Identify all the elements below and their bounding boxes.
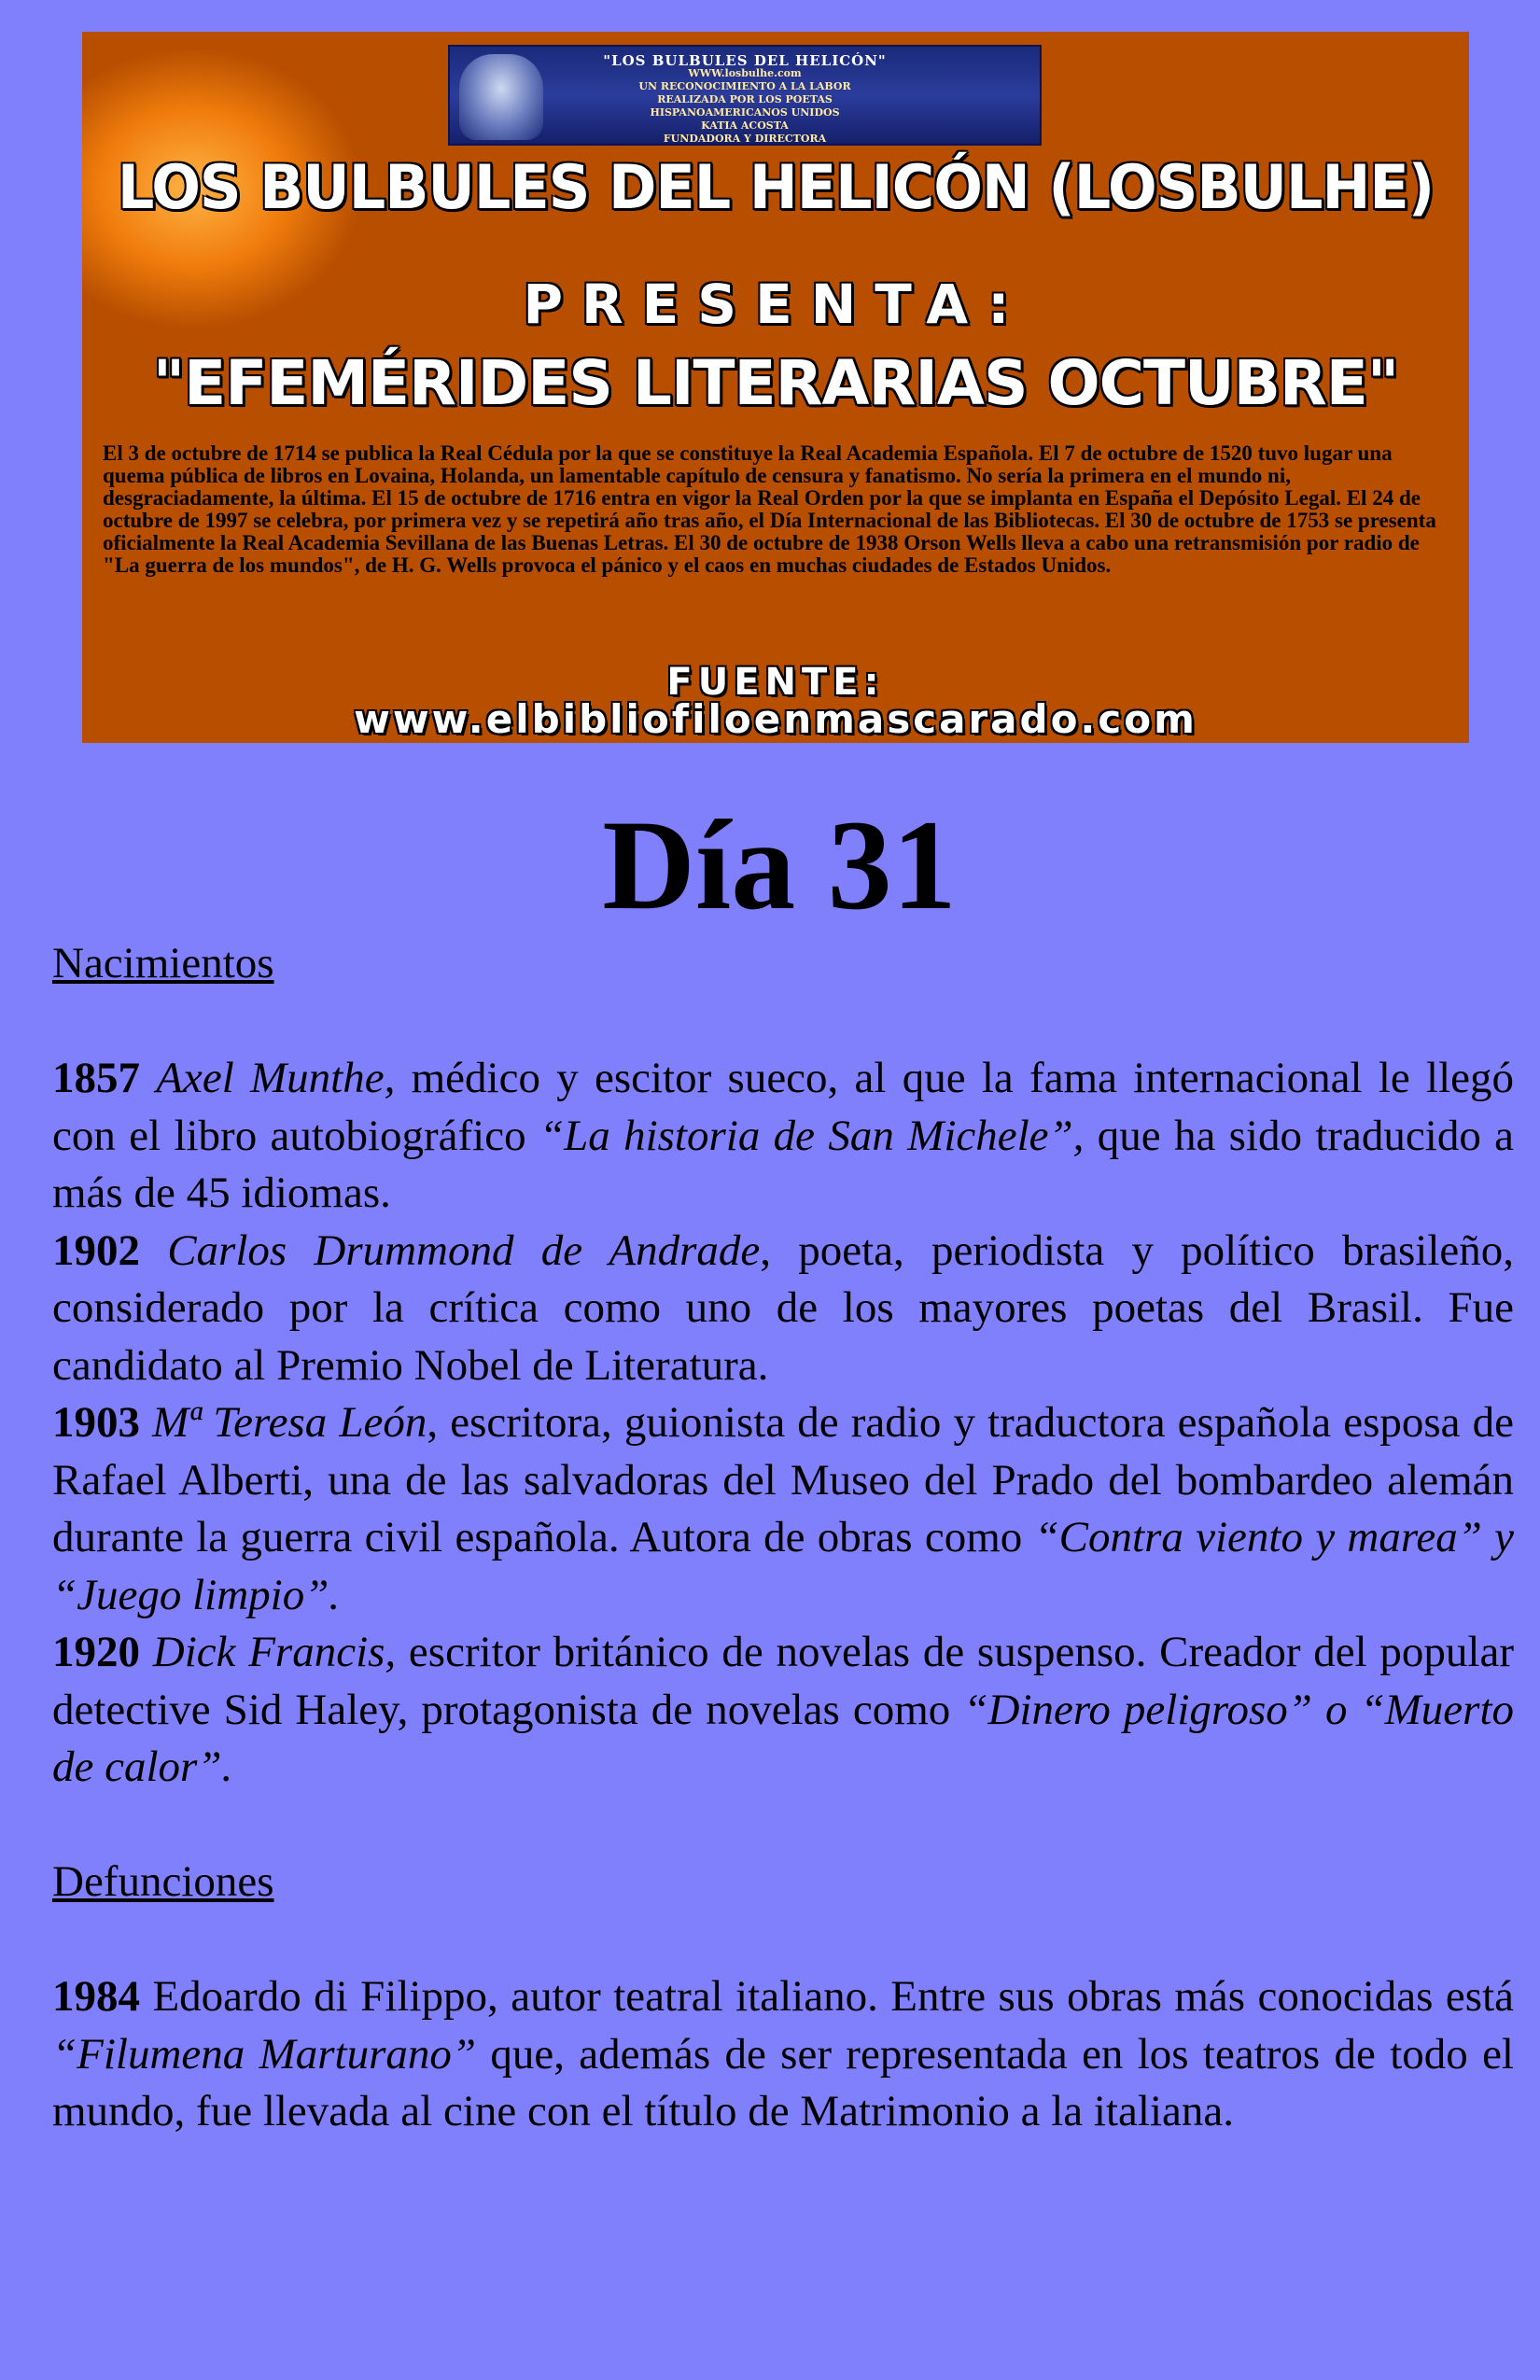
entry-year: 1903 — [52, 1398, 140, 1447]
entry-person: Dick Francis, — [152, 1628, 397, 1676]
badge-title: "LOS BULBULES DEL HELICÓN" — [603, 52, 887, 69]
banner-efemerides-text: El 3 de octubre de 1714 se publica la Real Cédula por la que se constituye la Real Academia Española. El 7 de octubre de 1520 tuvo lugar una quema pública de libros en Lovaina, Holanda, un lamentable capítulo de censura y fanatismo. No sería la primera en el mundo ni, desgraciadamente, la última. El 15 de octubre de 1716 entra en vigor la Real Orden por la que se implanta en España el Depósito Legal. El 24 de octubre de 1997 se celebra, por primera vez y se repetirá año tras año, el Día Internacional de las Bibliotecas. El 30 de octubre de 1753 se presenta oficialmente la Real Academia Sevillana de las Buenas Letras. El 30 de octubre de 1938 Orson Wells lleva a cabo una retransmisión por radio de "La guerra de los mundos", de H. G. Wells provoca el pánico y el caos en muchas ciudades de Estados Unidos. — [103, 441, 1436, 577]
entry-year: 1902 — [52, 1225, 140, 1275]
banner-subtitle: "EFEMÉRIDES LITERARIAS OCTUBRE" — [152, 347, 1399, 419]
entry-person: Axel Munthe, — [156, 1054, 396, 1102]
badge-text-2: REALIZADA POR LOS POETAS — [657, 93, 833, 105]
badge-text-5: FUNDADORA Y DIRECTORA — [663, 133, 827, 145]
entry-person: Carlos Drummond de Andrade — [167, 1225, 761, 1275]
section-heading-nacimientos: Nacimientos — [52, 939, 274, 987]
entry-work: “Filumena Marturano” — [52, 2029, 477, 2079]
header-banner — [82, 32, 1469, 743]
entry-1902 — [52, 1223, 1514, 1395]
page-title: Día 31 — [602, 793, 957, 936]
section-heading-defunciones: Defunciones — [52, 1857, 274, 1906]
entry-year: 1984 — [52, 1972, 140, 2021]
entry-text: escritor británico de novelas de suspenso. Creador del popular detective Sid Haley, protagonista de novelas como — [52, 1628, 1515, 1734]
banner-title: LOS BULBULES DEL HELICÓN (LOSBULHE) — [117, 151, 1435, 223]
banner-presenta: PRESENTA: — [523, 273, 1029, 336]
entry-year: 1857 — [52, 1054, 140, 1102]
banner-fuente-label: FUENTE: — [666, 661, 885, 704]
entry-1920 — [52, 1624, 1514, 1797]
entry-person: Mª Teresa León — [152, 1398, 427, 1447]
entry-text: , escritora, guionista de radio y traductora española esposa de Rafael Alberti, una de las salvadoras del Museo del Prado del bombardeo alemán durante la guerra civil española. Autora de obras como — [52, 1398, 1515, 1561]
badge-text-4: KATIA ACOSTA — [701, 119, 789, 132]
badge-text-1: UN RECONOCIMIENTO A LA LABOR — [638, 80, 851, 92]
entry-text: , poeta, periodista y político brasileño, considerado por la crítica como uno de los mayores poetas del Brasil. Fue candidato al Premio Nobel de Literatura. — [52, 1225, 1515, 1390]
banner-source-url: www.elbibliofiloenmascarado.com — [354, 696, 1197, 742]
entry-text: que, además de ser representada en los teatros de todo el mundo, fue llevada al cine con el título de Matrimonio a la italiana. — [52, 2029, 1514, 2135]
entry-work: “Contra viento y marea” y “Juego limpio”. — [52, 1513, 1514, 1619]
badge-text-3: HISPANOAMERICANOS UNIDOS — [650, 106, 840, 119]
entry-year: 1920 — [52, 1628, 140, 1676]
entry-text: que ha sido traducido a más de 45 idiomas. — [52, 1111, 1515, 1217]
badge-url: WWW.losbulhe.com — [688, 67, 802, 79]
entry-1857 — [52, 1050, 1514, 1223]
entry-work: “La historia de San Michele”, — [539, 1111, 1085, 1160]
losbulhe-badge — [448, 45, 1042, 146]
entry-1984 — [52, 1968, 1514, 2141]
main-content — [52, 935, 1514, 2141]
entry-work: “Dinero peligroso” o “Muerto de calor”. — [52, 1685, 1514, 1791]
angel-statue-icon — [459, 54, 543, 140]
entry-text: Edoardo di Filippo, autor teatral italiano. Entre sus obras más conocidas está — [140, 1972, 1514, 2021]
entry-1903 — [52, 1394, 1514, 1624]
entry-text: médico y escitor sueco, al que la fama internacional le llegó con el libro autobiográfico — [52, 1054, 1514, 1160]
